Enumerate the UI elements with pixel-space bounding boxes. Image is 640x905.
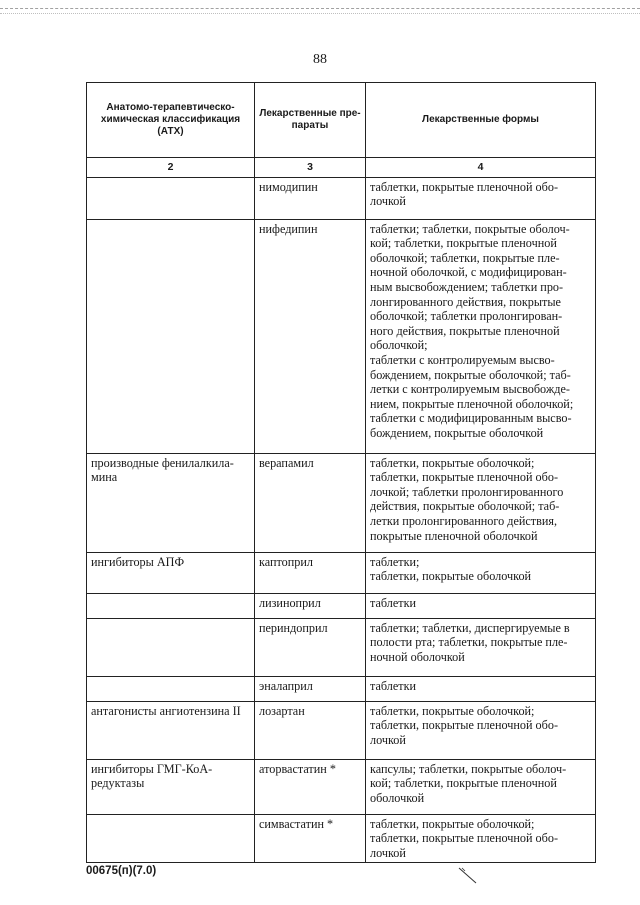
drug-cell: лозартан (255, 701, 366, 759)
group-cell (87, 814, 255, 863)
drug-cell: симвастатин * (255, 814, 366, 863)
table-row (87, 701, 596, 759)
table-row (87, 453, 596, 552)
pen-mark-icon (458, 866, 478, 886)
drug-cell: нимодипин (255, 177, 366, 219)
table-row (87, 618, 596, 676)
forms-cell: таблетки; таблетки, покрытые оболоч- кой; таблетки, покрытые пленочной оболочкой; таблетки, покрытые пле- ночной оболочкой, с модифицирован- ным высвобождением; таблетки про- лонгированного действия, покрытые оболочкой; таблетки пролонгирован- ного действия, покрытые пленочной оболочкой; таблетки с контролируемым высво- бождением, покрытые оболочкой; таб- летки с контролируемым высвобожде- нием, покрытые пленочной оболочкой; таблетки с модифицированным высво- бождением, покрытые оболочкой (366, 219, 596, 453)
group-cell: производные фенилалкила- мина (87, 453, 255, 552)
drug-cell: каптоприл (255, 552, 366, 593)
column-number-row (87, 158, 596, 178)
forms-cell: таблетки; таблетки, диспергируемые в полости рта; таблетки, покрытые пле- ночной оболочкой (366, 618, 596, 676)
group-cell (87, 618, 255, 676)
table-row (87, 219, 596, 453)
forms-cell: таблетки (366, 593, 596, 618)
document-code: 00675(п)(7.0) (86, 865, 157, 877)
atx-table (86, 82, 596, 863)
drug-cell: нифедипин (255, 219, 366, 453)
forms-cell: таблетки; таблетки, покрытые оболочкой (366, 552, 596, 593)
table-row (87, 552, 596, 593)
group-cell: антагонисты ангиотензина II (87, 701, 255, 759)
table-row (87, 177, 596, 219)
group-cell (87, 593, 255, 618)
table-row (87, 593, 596, 618)
table-row (87, 759, 596, 814)
column-number: 2 (87, 158, 255, 178)
table-row (87, 676, 596, 701)
drug-cell: аторвастатин * (255, 759, 366, 814)
group-cell: ингибиторы АПФ (87, 552, 255, 593)
drug-cell: верапамил (255, 453, 366, 552)
group-cell (87, 219, 255, 453)
drug-cell: эналаприл (255, 676, 366, 701)
forms-cell: капсулы; таблетки, покрытые оболоч- кой; таблетки, покрытые пленочной оболочкой (366, 759, 596, 814)
group-cell (87, 177, 255, 219)
scan-edge-artifact (0, 8, 640, 14)
drug-cell: лизиноприл (255, 593, 366, 618)
header-dosage-forms: Лекарственные формы (366, 83, 596, 158)
header-drugs: Лекарственные пре- параты (255, 83, 366, 158)
page-number: 88 (313, 52, 327, 67)
group-cell: ингибиторы ГМГ-КоА- редуктазы (87, 759, 255, 814)
forms-cell: таблетки, покрытые оболочкой; таблетки, покрытые пленочной обо- лочкой; таблетки пролонгированного действия, покрытые оболочкой; таб- летки пролонгированного действия, покрытые пленочной оболочкой (366, 453, 596, 552)
column-number: 4 (366, 158, 596, 178)
forms-cell: таблетки (366, 676, 596, 701)
group-cell (87, 676, 255, 701)
column-number: 3 (255, 158, 366, 178)
header-atx-classification: Анатомо-терапевтическо- химическая классификация (АТХ) (87, 83, 255, 158)
drug-cell: периндоприл (255, 618, 366, 676)
forms-cell: таблетки, покрытые оболочкой; таблетки, покрытые пленочной обо- лочкой (366, 701, 596, 759)
table-row (87, 814, 596, 863)
forms-cell: таблетки, покрытые пленочной обо- лочкой (366, 177, 596, 219)
forms-cell: таблетки, покрытые оболочкой; таблетки, покрытые пленочной обо- лочкой (366, 814, 596, 863)
